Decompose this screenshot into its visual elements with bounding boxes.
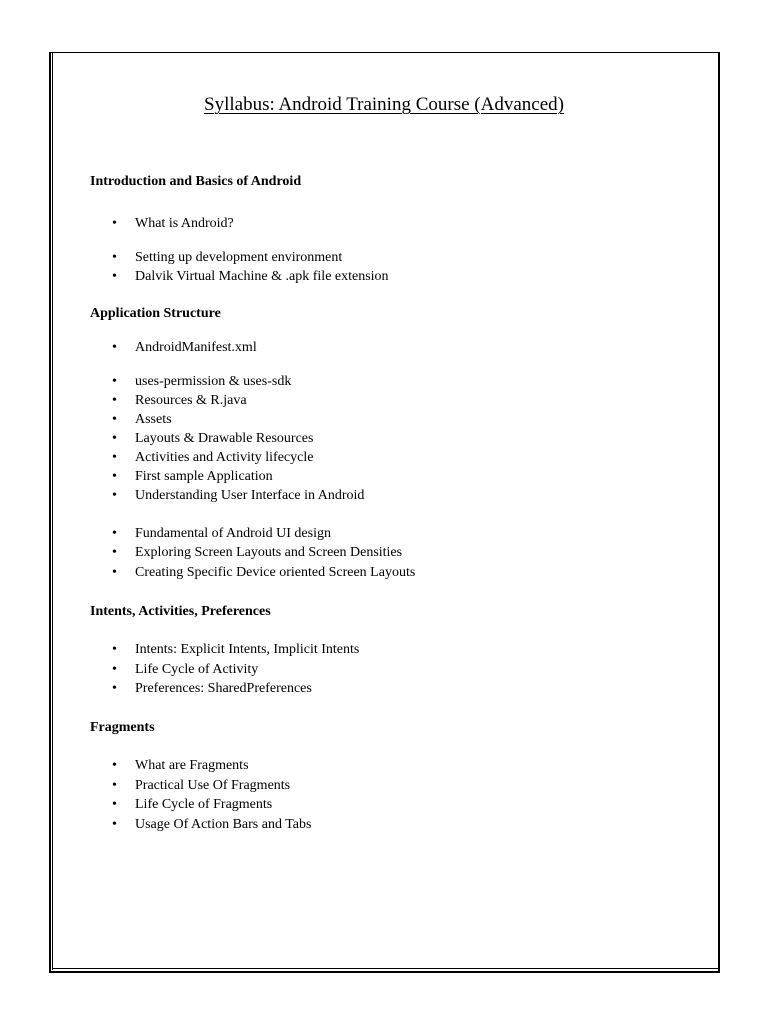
list-item xyxy=(112,487,364,505)
bullet-icon: • xyxy=(112,250,117,265)
list-item xyxy=(112,468,273,486)
bullet-icon: • xyxy=(112,393,117,408)
bullet-icon: • xyxy=(112,778,117,793)
list-item-text: Layouts & Drawable Resources xyxy=(135,431,314,446)
list-item xyxy=(112,249,342,267)
bullet-icon: • xyxy=(112,681,117,696)
list-item xyxy=(112,661,258,679)
bullet-icon: • xyxy=(112,545,117,560)
bullet-icon: • xyxy=(112,662,117,677)
list-item xyxy=(112,544,402,562)
bullet-icon: • xyxy=(112,216,117,231)
list-item-text: Exploring Screen Layouts and Screen Densities xyxy=(135,545,403,560)
list-item-text: AndroidManifest.xml xyxy=(135,340,257,355)
bullet-icon: • xyxy=(112,469,117,484)
list-item xyxy=(112,564,415,582)
list-item xyxy=(112,339,257,357)
bullet-icon: • xyxy=(112,488,117,503)
list-item-text: Usage Of Action Bars and Tabs xyxy=(135,817,312,832)
list-item-text: Understanding User Interface in Android xyxy=(135,488,365,503)
bullet-icon: • xyxy=(112,340,117,355)
bullet-icon: • xyxy=(112,642,117,657)
section-heading-fragments: Fragments xyxy=(90,720,155,735)
list-item xyxy=(112,641,359,659)
list-item xyxy=(112,392,247,410)
list-item-text: Dalvik Virtual Machine & .apk file extension xyxy=(135,269,389,284)
bullet-icon: • xyxy=(112,565,117,580)
bullet-icon: • xyxy=(112,450,117,465)
list-item-text: What are Fragments xyxy=(135,758,249,773)
bullet-icon: • xyxy=(112,269,117,284)
document-title-text: Syllabus: Android Training Course (Advanced) xyxy=(204,94,564,115)
section-heading-application-structure: Application Structure xyxy=(90,306,221,321)
list-item-text: Life Cycle of Fragments xyxy=(135,797,273,812)
list-item-text: What is Android? xyxy=(135,216,234,231)
list-item xyxy=(112,268,389,286)
list-item-text: Intents: Explicit Intents, Implicit Intents xyxy=(135,642,360,657)
list-item-text: Assets xyxy=(135,412,172,427)
list-item xyxy=(112,430,313,448)
list-item-text: Preferences: SharedPreferences xyxy=(135,681,312,696)
list-item-text: Fundamental of Android UI design xyxy=(135,526,331,541)
list-item xyxy=(112,373,291,391)
page-border-inner-left xyxy=(52,52,53,970)
bullet-icon: • xyxy=(112,758,117,773)
list-item xyxy=(112,411,172,429)
list-item xyxy=(112,680,312,698)
list-item-text: Resources & R.java xyxy=(135,393,247,408)
list-item-text: Life Cycle of Activity xyxy=(135,662,259,677)
list-item-text: First sample Application xyxy=(135,469,273,484)
list-item xyxy=(112,525,331,543)
page-border-inner-bottom xyxy=(52,968,718,969)
list-item xyxy=(112,777,290,795)
bullet-icon: • xyxy=(112,817,117,832)
list-item xyxy=(112,449,313,467)
bullet-icon: • xyxy=(112,526,117,541)
list-item-text: Practical Use Of Fragments xyxy=(135,778,291,793)
section-heading-introduction: Introduction and Basics of Android xyxy=(90,174,302,189)
list-item-text: Activities and Activity lifecycle xyxy=(135,450,314,465)
list-item-text: uses-permission & uses-sdk xyxy=(135,374,292,389)
section-heading-intents: Intents, Activities, Preferences xyxy=(90,604,271,619)
bullet-icon: • xyxy=(112,797,117,812)
list-item xyxy=(112,796,272,814)
list-item xyxy=(112,757,249,775)
list-item xyxy=(112,215,234,233)
bullet-icon: • xyxy=(112,431,117,446)
list-item xyxy=(112,816,311,834)
list-item-text: Setting up development environment xyxy=(135,250,343,265)
bullet-icon: • xyxy=(112,412,117,427)
document-title xyxy=(0,91,768,119)
bullet-icon: • xyxy=(112,374,117,389)
list-item-text: Creating Specific Device oriented Screen Layouts xyxy=(135,565,416,580)
